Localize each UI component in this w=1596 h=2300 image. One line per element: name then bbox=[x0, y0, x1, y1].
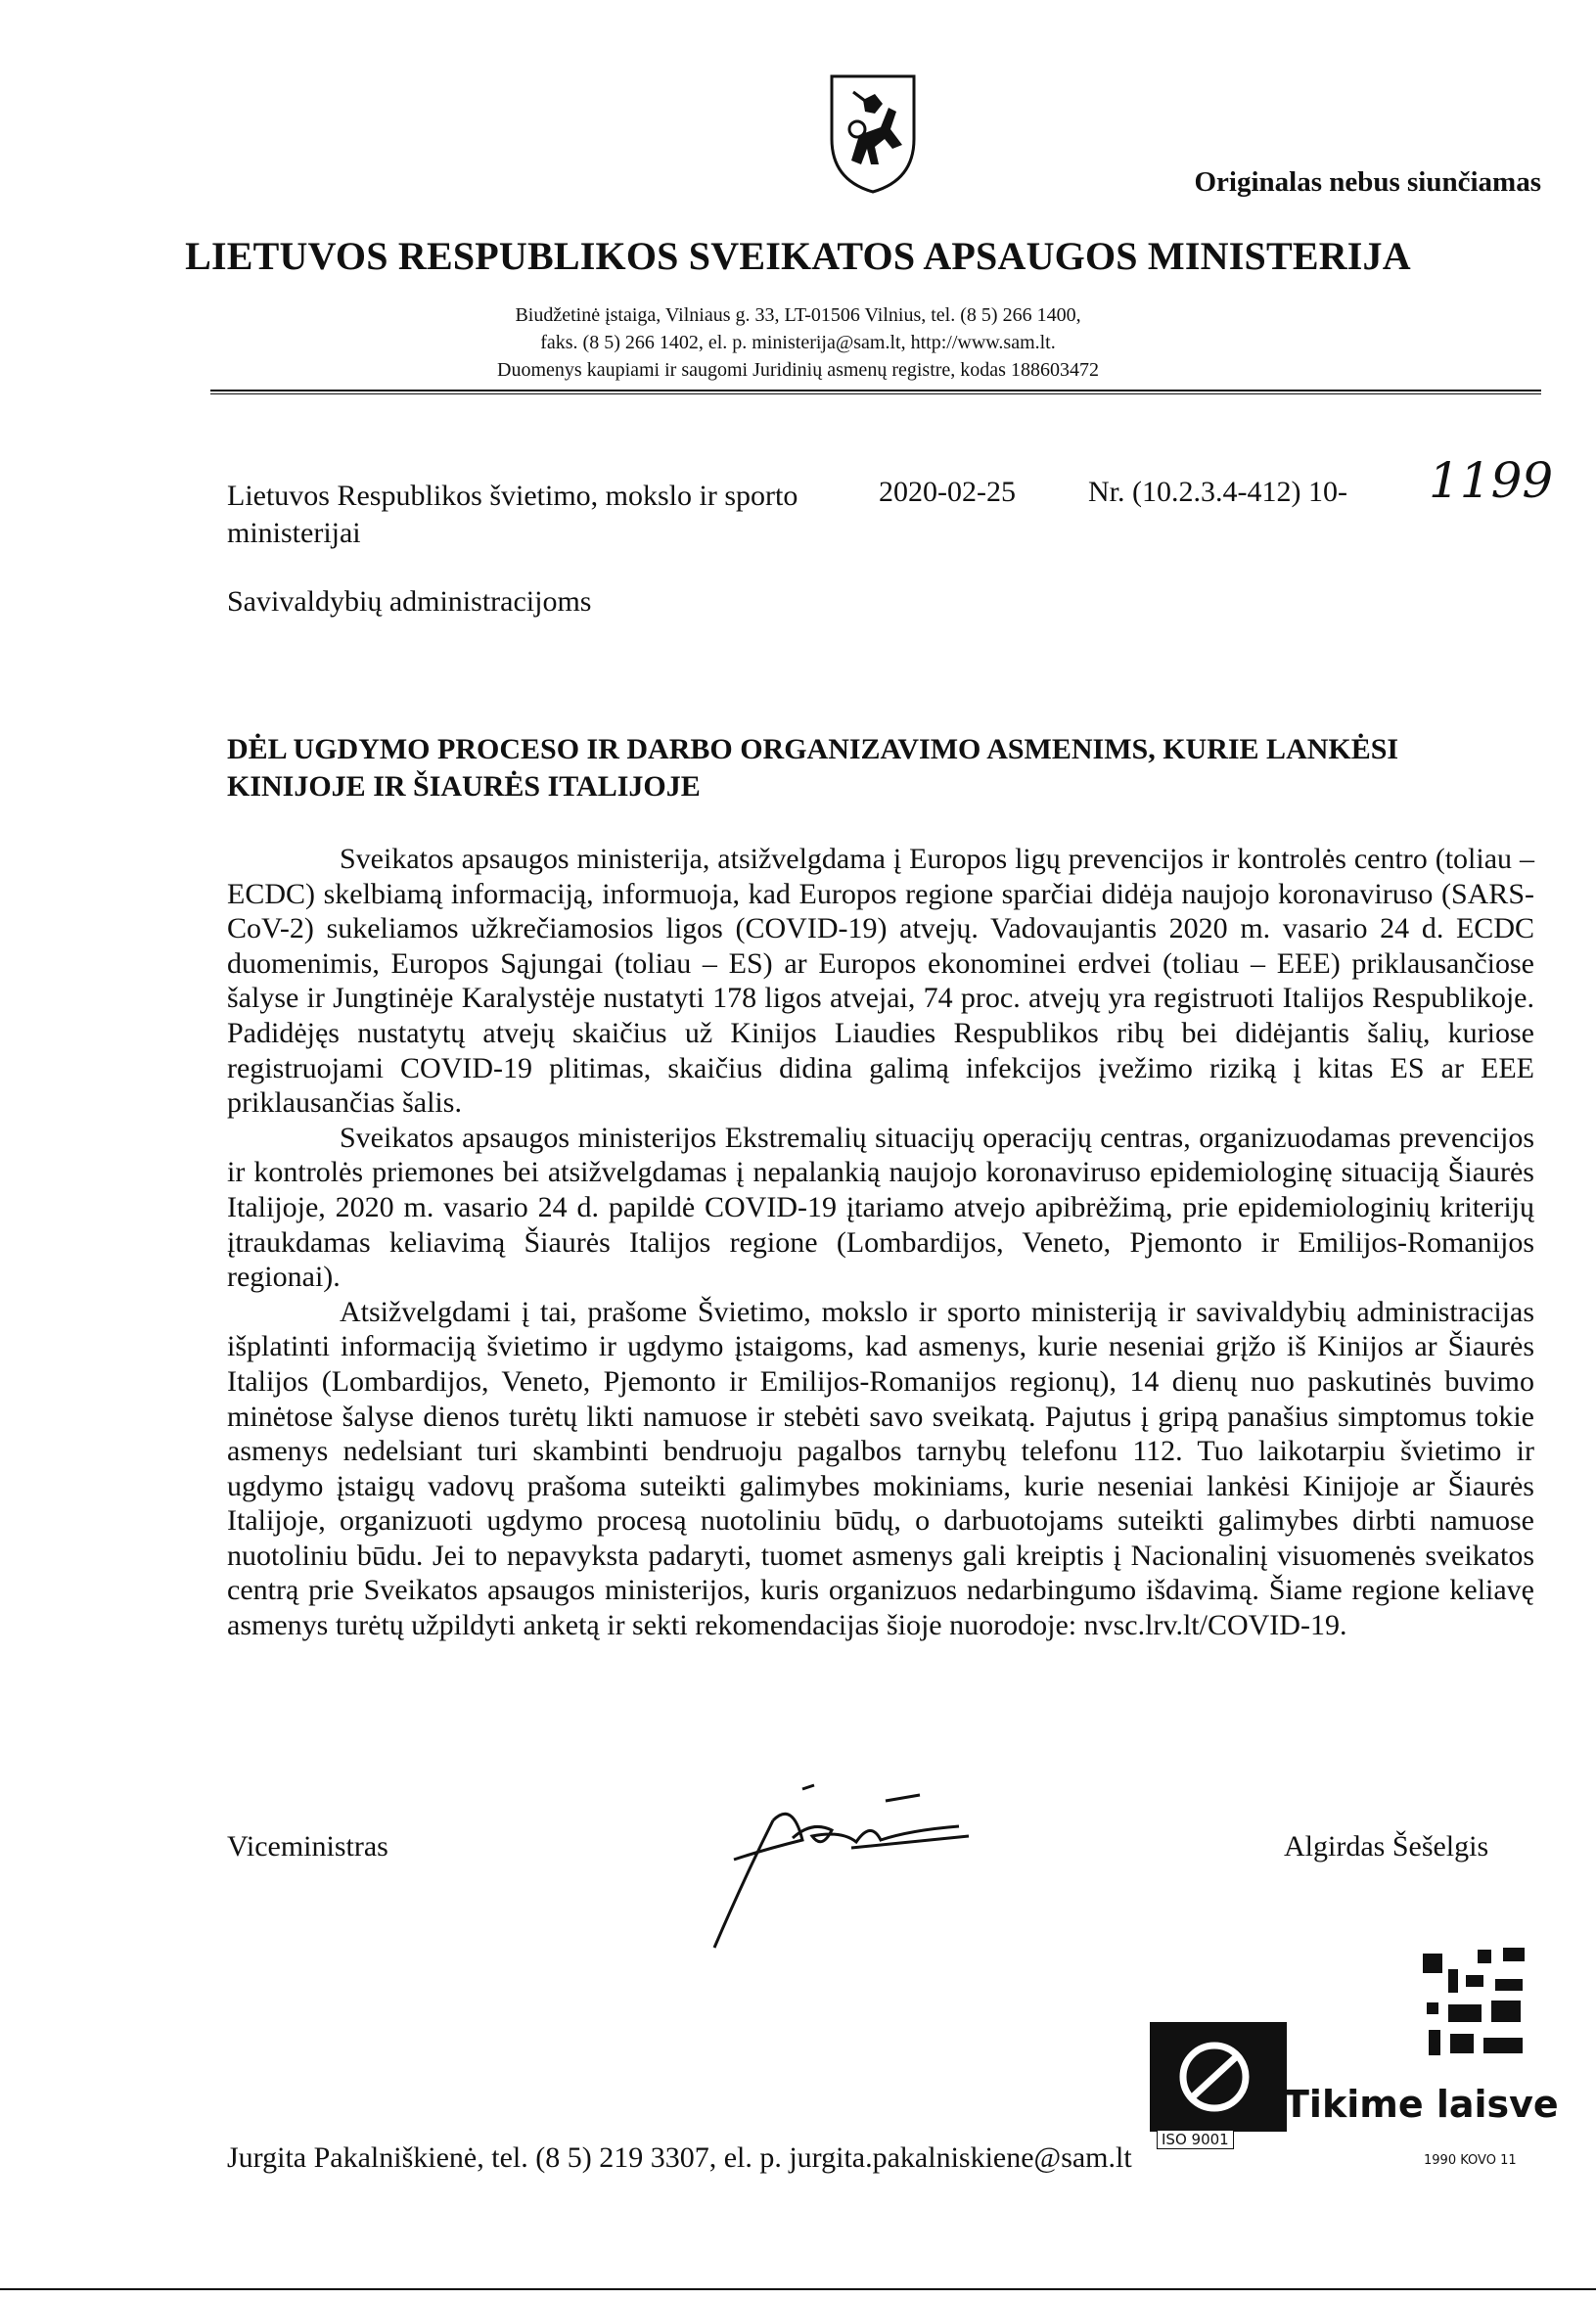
coat-of-arms-icon bbox=[824, 70, 922, 198]
qr-code-icon bbox=[1419, 1946, 1528, 2063]
contact-person: Jurgita Pakalniškienė, tel. (8 5) 219 3307, el. p. jurgita.pakalniskiene@sam.lt bbox=[227, 2141, 1132, 2174]
document-subject: DĖL UGDYMO PROCESO IR DARBO ORGANIZAVIMO ASMENIMS, KURIE LANKĖSI KINIJOJE IR ŠIAURĖS ITALIJOJE bbox=[227, 733, 1399, 803]
ministry-contacts bbox=[0, 301, 1596, 384]
body-paragraph: Sveikatos apsaugos ministerija, atsižvelgdama į Europos ligų prevencijos ir kontrolės centro (toliau – ECDC) skelbiamą informaciją, informuoja, kad Europos regione sparčiai didėja naujojo koronaviruso (SARS-CoV-2) sukeliamos užkrečiamosios ligos (COVID-19) atvejų. Vadovaujantis 2020 m. vasario 24 d. ECDC duomenimis, Europos Sąjungai (toliau – ES) ar Europos ekonominei erdvei (toliau – EEE) priklausančiose šalyse ir Jungtinėje Karalystėje nustatyti 178 ligos atvejai, 74 proc. atvejų yra registruoti Italijos Respublikoje. Padidėjęs nustatytų atvejų skaičius už Kinijos Liaudies Respublikos ribų bei didėjantis šalių, kuriose registruojami COVID-19 plitimas, skaičius didina galimą infekcijos įvežimo riziką į kitas ES ar EEE priklausančias šalis. bbox=[227, 843, 1534, 1120]
bottom-divider bbox=[0, 2288, 1596, 2290]
signatory-name: Algirdas Šešelgis bbox=[1284, 1830, 1489, 1863]
document-date: 2020-02-25 bbox=[879, 476, 1016, 508]
header-divider-thin bbox=[210, 393, 1541, 394]
body-paragraph: Atsižvelgdami į tai, prašome Švietimo, mokslo ir sporto ministeriją ir savivaldybių administracijas išplatinti informaciją švietimo ir ugdymo įstaigoms, kad asmenys, kurie neseniai grįžo iš Kinijos ar Šiaurės Italijos (Lombardijos, Veneto, Pjemonto ir Emilijos-Romanijos regionų), 14 dienų nuo paskutinės buvimo minėtose šalyse dienos turėtų likti namuose ir stebėti savo sveikatą. Pajutus į gripą panašius simptomus tokie asmenys nedelsiant turi skambinti bendruoju pagalbos tarnybų telefonu 112. Tuo laikotarpiu švietimo ir ugdymo įstaigų vadovų prašoma suteikti galimybes mokiniams, kurie neseniai lankėsi Kinijoje ar Šiaurės Italijoje, organizuoti ugdymo procesą nuotoliniu būdų, o darbuotojams suteikti galimybes dirbti namuose nuotoliniu būdu. Jei to nepavyksta padaryti, tuomet asmenys gali kreiptis į Nacionalinį visuomenės sveikatos centrą prie Sveikatos apsaugos ministerijos, kuris organizuos nedarbingumo išdavimą. Šiame regione keliavę asmenys turėtų užpildyti anketą ir sekti rekomendacijas šioje nuorodoje: nvsc.lrv.lt/COVID-19. bbox=[227, 1295, 1534, 1642]
freedom-symbol-icon bbox=[1150, 2022, 1287, 2132]
ministry-name: LIETUVOS RESPUBLIKOS SVEIKATOS APSAUGOS MINISTERIJA bbox=[185, 234, 1411, 278]
signatory-role: Viceministras bbox=[227, 1830, 388, 1863]
addressee-line: ministerijai bbox=[227, 517, 361, 549]
stamp-date: 1990 KOVO 11 bbox=[1424, 2153, 1517, 2168]
contact-line: Biudžetinė įstaiga, Vilniaus g. 33, LT-01506 Vilnius, tel. (8 5) 266 1400, bbox=[515, 304, 1081, 326]
iso-badge: ISO 9001 bbox=[1157, 2130, 1234, 2149]
handwritten-signature bbox=[685, 1762, 979, 1957]
handwritten-number: 1199 bbox=[1429, 452, 1554, 509]
original-not-sent-note: Originalas nebus siunčiamas bbox=[1194, 166, 1541, 198]
addressee-line: Lietuvos Respublikos švietimo, mokslo ir sporto bbox=[227, 480, 798, 512]
number-label: Nr. bbox=[1088, 476, 1125, 508]
stamp-motto: Tikime laisve bbox=[1284, 2083, 1559, 2126]
header-divider bbox=[210, 390, 1541, 391]
document-body bbox=[227, 842, 1534, 1643]
addressee-ministry bbox=[227, 478, 798, 552]
stamp-logo bbox=[1150, 2022, 1287, 2132]
contact-line: Duomenys kaupiami ir saugomi Juridinių asmenų registre, kodas 188603472 bbox=[497, 359, 1099, 381]
addressee-municipalities: Savivaldybių administracijoms bbox=[227, 585, 592, 618]
contact-line: faks. (8 5) 266 1402, el. p. ministerija@sam.lt, http://www.sam.lt. bbox=[540, 332, 1056, 353]
number-value: (10.2.3.4-412) 10- bbox=[1132, 476, 1347, 508]
body-paragraph: Sveikatos apsaugos ministerijos Ekstremalių situacijų operacijų centras, organizuodamas prevencijos ir kontrolės priemones bei atsižvelgdamas į nepalankią naujojo koronaviruso epidemiologinę situaciją Šiaurės Italijoje, 2020 m. vasario 24 d. papildė COVID-19 įtariamo atvejo apibrėžimą, prie epidemiologinių kriterijų įtraukdamas keliavimą Šiaurės Italijos regione (Lombardijos, Veneto, Pjemonto ir Emilijos-Romanijos regionai). bbox=[227, 1121, 1534, 1294]
document-number bbox=[1088, 476, 1347, 509]
